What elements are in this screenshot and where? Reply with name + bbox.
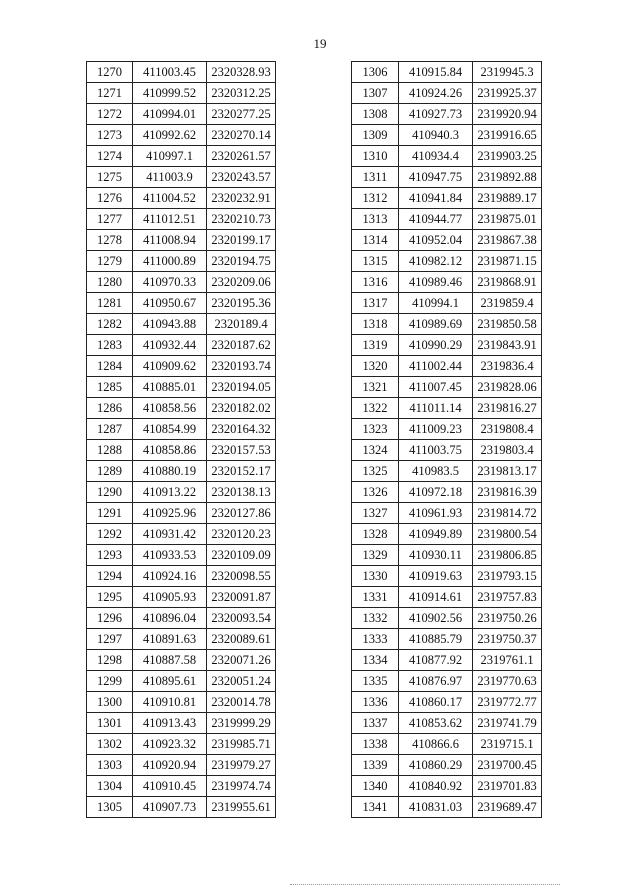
table-row (87, 629, 276, 650)
x-coordinate-cell: 410992.62 (133, 125, 207, 146)
x-coordinate-cell: 410910.45 (133, 776, 207, 797)
x-coordinate-cell: 410858.86 (133, 440, 207, 461)
point-number-cell: 1321 (352, 377, 399, 398)
y-coordinate-cell: 2319793.15 (473, 566, 542, 587)
y-coordinate-cell: 2320127.86 (207, 503, 276, 524)
y-coordinate-cell: 2319859.4 (473, 293, 542, 314)
table-row (87, 377, 276, 398)
table-row (87, 797, 276, 818)
x-coordinate-cell: 410831.03 (399, 797, 473, 818)
x-coordinate-cell: 410885.01 (133, 377, 207, 398)
x-coordinate-cell: 410930.11 (399, 545, 473, 566)
x-coordinate-cell: 410997.1 (133, 146, 207, 167)
y-coordinate-cell: 2319806.85 (473, 545, 542, 566)
y-coordinate-cell: 2320164.32 (207, 419, 276, 440)
y-coordinate-cell: 2319750.37 (473, 629, 542, 650)
point-number-cell: 1315 (352, 251, 399, 272)
table-row (352, 776, 542, 797)
y-coordinate-cell: 2319955.61 (207, 797, 276, 818)
point-number-cell: 1281 (87, 293, 133, 314)
x-coordinate-cell: 410943.88 (133, 314, 207, 335)
point-number-cell: 1282 (87, 314, 133, 335)
y-coordinate-cell: 2319715.1 (473, 734, 542, 755)
coordinates-table-left (86, 61, 276, 818)
y-coordinate-cell: 2320194.75 (207, 251, 276, 272)
point-number-cell: 1316 (352, 272, 399, 293)
x-coordinate-cell: 410840.92 (399, 776, 473, 797)
x-coordinate-cell: 411003.75 (399, 440, 473, 461)
y-coordinate-cell: 2319974.74 (207, 776, 276, 797)
coordinates-table-body (352, 62, 542, 818)
y-coordinate-cell: 2320098.55 (207, 566, 276, 587)
x-coordinate-cell: 410934.4 (399, 146, 473, 167)
table-row (87, 251, 276, 272)
table-row (87, 755, 276, 776)
y-coordinate-cell: 2319920.94 (473, 104, 542, 125)
point-number-cell: 1330 (352, 566, 399, 587)
y-coordinate-cell: 2320187.62 (207, 335, 276, 356)
point-number-cell: 1299 (87, 671, 133, 692)
table-row (352, 440, 542, 461)
x-coordinate-cell: 410858.56 (133, 398, 207, 419)
x-coordinate-cell: 410887.58 (133, 650, 207, 671)
x-coordinate-cell: 410915.84 (399, 62, 473, 83)
table-row (87, 650, 276, 671)
point-number-cell: 1320 (352, 356, 399, 377)
x-coordinate-cell: 410860.29 (399, 755, 473, 776)
x-coordinate-cell: 410982.12 (399, 251, 473, 272)
y-coordinate-cell: 2319757.83 (473, 587, 542, 608)
point-number-cell: 1294 (87, 566, 133, 587)
point-number-cell: 1304 (87, 776, 133, 797)
table-row (352, 188, 542, 209)
point-number-cell: 1274 (87, 146, 133, 167)
table-row (352, 461, 542, 482)
page-number: 19 (313, 36, 327, 51)
table-row (87, 167, 276, 188)
table-row (87, 62, 276, 83)
table-row (352, 230, 542, 251)
table-row (352, 398, 542, 419)
y-coordinate-cell: 2320051.24 (207, 671, 276, 692)
point-number-cell: 1327 (352, 503, 399, 524)
y-coordinate-cell: 2319770.63 (473, 671, 542, 692)
y-coordinate-cell: 2319985.71 (207, 734, 276, 755)
point-number-cell: 1290 (87, 482, 133, 503)
y-coordinate-cell: 2319916.65 (473, 125, 542, 146)
y-coordinate-cell: 2320189.4 (207, 314, 276, 335)
table-row (87, 125, 276, 146)
x-coordinate-cell: 411003.9 (133, 167, 207, 188)
y-coordinate-cell: 2319868.91 (473, 272, 542, 293)
table-row (352, 734, 542, 755)
y-coordinate-cell: 2319772.77 (473, 692, 542, 713)
table-row (352, 314, 542, 335)
table-row (87, 230, 276, 251)
point-number-cell: 1329 (352, 545, 399, 566)
point-number-cell: 1270 (87, 62, 133, 83)
x-coordinate-cell: 410927.73 (399, 104, 473, 125)
table-row (352, 293, 542, 314)
y-coordinate-cell: 2319808.4 (473, 419, 542, 440)
x-coordinate-cell: 411000.89 (133, 251, 207, 272)
point-number-cell: 1283 (87, 335, 133, 356)
table-row (87, 692, 276, 713)
x-coordinate-cell: 410949.89 (399, 524, 473, 545)
point-number-cell: 1275 (87, 167, 133, 188)
point-number-cell: 1338 (352, 734, 399, 755)
x-coordinate-cell: 410989.46 (399, 272, 473, 293)
x-coordinate-cell: 410944.77 (399, 209, 473, 230)
point-number-cell: 1337 (352, 713, 399, 734)
y-coordinate-cell: 2319741.79 (473, 713, 542, 734)
x-coordinate-cell: 410905.93 (133, 587, 207, 608)
y-coordinate-cell: 2320157.53 (207, 440, 276, 461)
y-coordinate-cell: 2319701.83 (473, 776, 542, 797)
x-coordinate-cell: 410860.17 (399, 692, 473, 713)
table-row (87, 209, 276, 230)
x-coordinate-cell: 411011.14 (399, 398, 473, 419)
y-coordinate-cell: 2320328.93 (207, 62, 276, 83)
y-coordinate-cell: 2320195.36 (207, 293, 276, 314)
y-coordinate-cell: 2320138.13 (207, 482, 276, 503)
y-coordinate-cell: 2320199.17 (207, 230, 276, 251)
y-coordinate-cell: 2319800.54 (473, 524, 542, 545)
table-row (352, 755, 542, 776)
y-coordinate-cell: 2319813.17 (473, 461, 542, 482)
y-coordinate-cell: 2319903.25 (473, 146, 542, 167)
point-number-cell: 1323 (352, 419, 399, 440)
y-coordinate-cell: 2319867.38 (473, 230, 542, 251)
x-coordinate-cell: 411007.45 (399, 377, 473, 398)
table-row (352, 209, 542, 230)
point-number-cell: 1332 (352, 608, 399, 629)
y-coordinate-cell: 2319750.26 (473, 608, 542, 629)
table-row (352, 83, 542, 104)
point-number-cell: 1276 (87, 188, 133, 209)
table-row (87, 188, 276, 209)
point-number-cell: 1307 (352, 83, 399, 104)
y-coordinate-cell: 2319843.91 (473, 335, 542, 356)
table-row (352, 671, 542, 692)
point-number-cell: 1272 (87, 104, 133, 125)
point-number-cell: 1289 (87, 461, 133, 482)
table-row (87, 566, 276, 587)
table-row (87, 83, 276, 104)
table-row (352, 104, 542, 125)
point-number-cell: 1336 (352, 692, 399, 713)
y-coordinate-cell: 2320194.05 (207, 377, 276, 398)
table-row (352, 272, 542, 293)
point-number-cell: 1309 (352, 125, 399, 146)
point-number-cell: 1311 (352, 167, 399, 188)
x-coordinate-cell: 410933.53 (133, 545, 207, 566)
x-coordinate-cell: 410919.63 (399, 566, 473, 587)
coordinates-table-right (351, 61, 542, 818)
x-coordinate-cell: 411012.51 (133, 209, 207, 230)
x-coordinate-cell: 410907.73 (133, 797, 207, 818)
x-coordinate-cell: 410940.3 (399, 125, 473, 146)
y-coordinate-cell: 2320120.23 (207, 524, 276, 545)
y-coordinate-cell: 2320210.73 (207, 209, 276, 230)
table-row (87, 293, 276, 314)
table-row (352, 650, 542, 671)
table-row (352, 608, 542, 629)
x-coordinate-cell: 411004.52 (133, 188, 207, 209)
point-number-cell: 1287 (87, 419, 133, 440)
x-coordinate-cell: 410932.44 (133, 335, 207, 356)
table-row (87, 671, 276, 692)
x-coordinate-cell: 410880.19 (133, 461, 207, 482)
x-coordinate-cell: 410950.67 (133, 293, 207, 314)
point-number-cell: 1271 (87, 83, 133, 104)
y-coordinate-cell: 2319816.39 (473, 482, 542, 503)
coordinates-table-body (87, 62, 276, 818)
y-coordinate-cell: 2319836.4 (473, 356, 542, 377)
y-coordinate-cell: 2319850.58 (473, 314, 542, 335)
point-number-cell: 1300 (87, 692, 133, 713)
point-number-cell: 1319 (352, 335, 399, 356)
x-coordinate-cell: 410866.6 (399, 734, 473, 755)
x-coordinate-cell: 410913.43 (133, 713, 207, 734)
x-coordinate-cell: 410972.18 (399, 482, 473, 503)
table-row (352, 356, 542, 377)
x-coordinate-cell: 410990.29 (399, 335, 473, 356)
point-number-cell: 1291 (87, 503, 133, 524)
point-number-cell: 1293 (87, 545, 133, 566)
x-coordinate-cell: 410910.81 (133, 692, 207, 713)
y-coordinate-cell: 2320109.09 (207, 545, 276, 566)
point-number-cell: 1303 (87, 755, 133, 776)
table-row (87, 713, 276, 734)
y-coordinate-cell: 2320193.74 (207, 356, 276, 377)
table-row (352, 587, 542, 608)
x-coordinate-cell: 410902.56 (399, 608, 473, 629)
point-number-cell: 1306 (352, 62, 399, 83)
point-number-cell: 1339 (352, 755, 399, 776)
point-number-cell: 1302 (87, 734, 133, 755)
point-number-cell: 1308 (352, 104, 399, 125)
x-coordinate-cell: 410994.1 (399, 293, 473, 314)
point-number-cell: 1279 (87, 251, 133, 272)
x-coordinate-cell: 410895.61 (133, 671, 207, 692)
table-row (352, 167, 542, 188)
point-number-cell: 1278 (87, 230, 133, 251)
point-number-cell: 1335 (352, 671, 399, 692)
x-coordinate-cell: 410923.32 (133, 734, 207, 755)
table-row (87, 419, 276, 440)
point-number-cell: 1292 (87, 524, 133, 545)
x-coordinate-cell: 410877.92 (399, 650, 473, 671)
point-number-cell: 1286 (87, 398, 133, 419)
y-coordinate-cell: 2320312.25 (207, 83, 276, 104)
y-coordinate-cell: 2320182.02 (207, 398, 276, 419)
y-coordinate-cell: 2319875.01 (473, 209, 542, 230)
point-number-cell: 1305 (87, 797, 133, 818)
point-number-cell: 1285 (87, 377, 133, 398)
table-row (87, 545, 276, 566)
table-row (352, 125, 542, 146)
x-coordinate-cell: 410876.97 (399, 671, 473, 692)
point-number-cell: 1328 (352, 524, 399, 545)
y-coordinate-cell: 2320014.78 (207, 692, 276, 713)
y-coordinate-cell: 2319814.72 (473, 503, 542, 524)
x-coordinate-cell: 410989.69 (399, 314, 473, 335)
x-coordinate-cell: 410983.5 (399, 461, 473, 482)
point-number-cell: 1325 (352, 461, 399, 482)
table-row (87, 461, 276, 482)
y-coordinate-cell: 2319889.17 (473, 188, 542, 209)
table-row (87, 482, 276, 503)
table-row (352, 62, 542, 83)
table-row (87, 104, 276, 125)
y-coordinate-cell: 2320270.14 (207, 125, 276, 146)
y-coordinate-cell: 2319700.45 (473, 755, 542, 776)
table-row (87, 524, 276, 545)
table-row (87, 503, 276, 524)
footer-divider (290, 884, 560, 885)
x-coordinate-cell: 410891.63 (133, 629, 207, 650)
x-coordinate-cell: 410920.94 (133, 755, 207, 776)
table-row (352, 566, 542, 587)
point-number-cell: 1313 (352, 209, 399, 230)
point-number-cell: 1317 (352, 293, 399, 314)
y-coordinate-cell: 2320071.26 (207, 650, 276, 671)
point-number-cell: 1296 (87, 608, 133, 629)
x-coordinate-cell: 410994.01 (133, 104, 207, 125)
point-number-cell: 1288 (87, 440, 133, 461)
y-coordinate-cell: 2319816.27 (473, 398, 542, 419)
y-coordinate-cell: 2319828.06 (473, 377, 542, 398)
table-row (352, 146, 542, 167)
table-row (352, 251, 542, 272)
y-coordinate-cell: 2320261.57 (207, 146, 276, 167)
table-row (352, 692, 542, 713)
x-coordinate-cell: 411002.44 (399, 356, 473, 377)
y-coordinate-cell: 2319803.4 (473, 440, 542, 461)
point-number-cell: 1312 (352, 188, 399, 209)
table-row (87, 776, 276, 797)
x-coordinate-cell: 410999.52 (133, 83, 207, 104)
y-coordinate-cell: 2320093.54 (207, 608, 276, 629)
table-row (87, 146, 276, 167)
table-row (87, 356, 276, 377)
x-coordinate-cell: 410924.26 (399, 83, 473, 104)
table-row (352, 713, 542, 734)
x-coordinate-cell: 411003.45 (133, 62, 207, 83)
point-number-cell: 1273 (87, 125, 133, 146)
point-number-cell: 1340 (352, 776, 399, 797)
y-coordinate-cell: 2319761.1 (473, 650, 542, 671)
y-coordinate-cell: 2320232.91 (207, 188, 276, 209)
x-coordinate-cell: 410947.75 (399, 167, 473, 188)
y-coordinate-cell: 2319979.27 (207, 755, 276, 776)
table-row (87, 587, 276, 608)
y-coordinate-cell: 2319925.37 (473, 83, 542, 104)
table-row (352, 335, 542, 356)
point-number-cell: 1322 (352, 398, 399, 419)
y-coordinate-cell: 2319871.15 (473, 251, 542, 272)
x-coordinate-cell: 411008.94 (133, 230, 207, 251)
table-row (87, 608, 276, 629)
x-coordinate-cell: 410970.33 (133, 272, 207, 293)
x-coordinate-cell: 410896.04 (133, 608, 207, 629)
x-coordinate-cell: 410913.22 (133, 482, 207, 503)
x-coordinate-cell: 410961.93 (399, 503, 473, 524)
y-coordinate-cell: 2320152.17 (207, 461, 276, 482)
y-coordinate-cell: 2320089.61 (207, 629, 276, 650)
x-coordinate-cell: 410941.84 (399, 188, 473, 209)
y-coordinate-cell: 2319892.88 (473, 167, 542, 188)
table-row (87, 440, 276, 461)
x-coordinate-cell: 410914.61 (399, 587, 473, 608)
point-number-cell: 1284 (87, 356, 133, 377)
table-row (87, 314, 276, 335)
x-coordinate-cell: 410952.04 (399, 230, 473, 251)
point-number-cell: 1334 (352, 650, 399, 671)
y-coordinate-cell: 2319689.47 (473, 797, 542, 818)
table-row (352, 482, 542, 503)
point-number-cell: 1310 (352, 146, 399, 167)
table-row (352, 503, 542, 524)
point-number-cell: 1331 (352, 587, 399, 608)
point-number-cell: 1318 (352, 314, 399, 335)
x-coordinate-cell: 410924.16 (133, 566, 207, 587)
table-row (87, 272, 276, 293)
point-number-cell: 1333 (352, 629, 399, 650)
x-coordinate-cell: 410854.99 (133, 419, 207, 440)
table-row (87, 398, 276, 419)
x-coordinate-cell: 410885.79 (399, 629, 473, 650)
table-row (87, 734, 276, 755)
table-row (352, 797, 542, 818)
point-number-cell: 1314 (352, 230, 399, 251)
point-number-cell: 1298 (87, 650, 133, 671)
y-coordinate-cell: 2320243.57 (207, 167, 276, 188)
table-row (352, 524, 542, 545)
point-number-cell: 1295 (87, 587, 133, 608)
x-coordinate-cell: 410925.96 (133, 503, 207, 524)
point-number-cell: 1341 (352, 797, 399, 818)
point-number-cell: 1277 (87, 209, 133, 230)
y-coordinate-cell: 2319999.29 (207, 713, 276, 734)
y-coordinate-cell: 2319945.3 (473, 62, 542, 83)
table-row (87, 335, 276, 356)
table-row (352, 545, 542, 566)
point-number-cell: 1324 (352, 440, 399, 461)
table-row (352, 629, 542, 650)
y-coordinate-cell: 2320209.06 (207, 272, 276, 293)
point-number-cell: 1326 (352, 482, 399, 503)
point-number-cell: 1301 (87, 713, 133, 734)
x-coordinate-cell: 411009.23 (399, 419, 473, 440)
point-number-cell: 1280 (87, 272, 133, 293)
table-row (352, 419, 542, 440)
x-coordinate-cell: 410931.42 (133, 524, 207, 545)
y-coordinate-cell: 2320277.25 (207, 104, 276, 125)
table-row (352, 377, 542, 398)
x-coordinate-cell: 410853.62 (399, 713, 473, 734)
point-number-cell: 1297 (87, 629, 133, 650)
x-coordinate-cell: 410909.62 (133, 356, 207, 377)
y-coordinate-cell: 2320091.87 (207, 587, 276, 608)
